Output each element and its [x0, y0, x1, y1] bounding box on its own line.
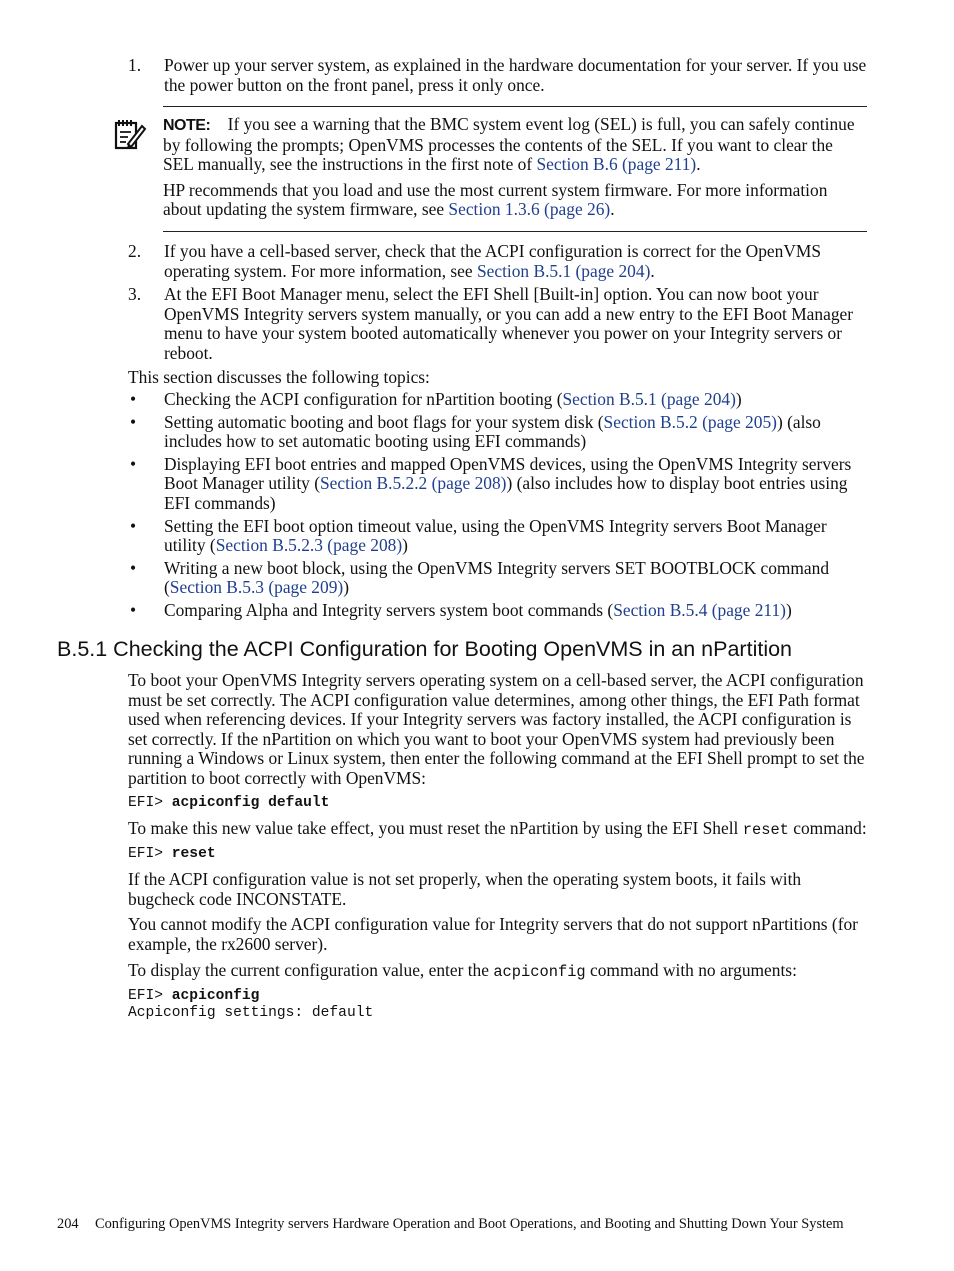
note-text: If you see a warning that the BMC system event log (SEL) is full, you can safely continue by following the prompts; OpenVMS processes the contents of the SEL. If you want to clear the SEL manually, see the instructions in the first note of — [163, 114, 855, 175]
procedure-step — [128, 285, 868, 363]
code-prompt: EFI> — [128, 846, 172, 863]
xref-link[interactable]: Section 1.3.6 (page 26) — [448, 199, 611, 220]
list-item — [128, 601, 868, 621]
paragraph-text: To display the current configuration value, enter the — [128, 959, 494, 980]
step-number: 2. — [128, 241, 142, 261]
page-number: 204 — [57, 1216, 79, 1232]
paragraph-text: To make this new value take effect, you must reset the nPartition by using the EFI Shell — [128, 817, 743, 838]
xref-link[interactable]: Section B.5.2 (page 205) — [603, 411, 777, 432]
bullet: • — [130, 453, 137, 474]
paragraph: To boot your OpenVMS Integrity servers operating system on a cell-based server, the ACPI configuration must be set correctly. The ACPI configuration value determines, among other things, the EFI Path format used when referencing devices. If your Integrity servers was factory installed, the ACPI configuration is set correctly. If the nPartition on which you want to boot your OpenVMS system had previously been running a Windows or Linux system, then enter the following command at the EFI Shell prompt to set the partition to boot correctly with OpenVMS: — [128, 670, 865, 788]
paragraph-text: command: — [788, 817, 867, 838]
note-box — [163, 106, 867, 232]
paragraph: You cannot modify the ACPI configuration value for Integrity servers that do not support nPartitions (for example, the rx2600 server). — [128, 914, 858, 954]
note-paragraph-2 — [163, 181, 867, 220]
procedure-steps-bottom — [128, 242, 868, 368]
note-text: . — [696, 154, 701, 175]
paragraph: If the ACPI configuration value is not set properly, when the operating system boots, it fails with bugcheck code INCONSTATE. — [128, 869, 802, 909]
section-heading: B.5.1 Checking the ACPI Configuration for Booting OpenVMS in an nPartition — [57, 637, 793, 661]
list-item-text: ) — [785, 599, 792, 620]
xref-link[interactable]: Section B.6 (page 211) — [536, 154, 697, 175]
list-item-text: ) — [402, 535, 408, 556]
inline-code: acpiconfig — [493, 962, 586, 981]
code-command: acpiconfig default — [171, 794, 330, 811]
paragraph — [128, 961, 870, 983]
procedure-step — [128, 242, 868, 281]
step-text: If you have a cell-based server, check that the ACPI configuration is correct for the OpenVMS operating system. For more information, see — [164, 241, 822, 281]
step-text: At the EFI Boot Manager menu, select the EFI Shell [Built-in] option. You can now boot your OpenVMS Integrity servers system manually, or you can add a new entry to the EFI Boot Manager menu to have your system booted automatically whenever you power on your Integrity servers or reboot. — [164, 284, 854, 363]
procedure-step — [128, 56, 868, 95]
list-item-text: Displaying EFI boot entries and mapped OpenVMS devices, using the OpenVMS Integrity servers Boot Manager utility ( — [164, 453, 852, 494]
xref-link[interactable]: Section B.5.1 (page 204) — [476, 260, 651, 281]
code-block — [128, 846, 870, 863]
xref-link[interactable]: Section B.5.4 (page 211) — [613, 599, 786, 620]
list-item — [128, 390, 868, 410]
procedure-steps-top — [128, 56, 868, 99]
bullet: • — [130, 411, 137, 432]
xref-link[interactable]: Section B.5.2.2 (page 208) — [320, 473, 507, 494]
note-paragraph-1 — [163, 115, 867, 175]
step-number: 1. — [128, 55, 142, 75]
list-item — [128, 413, 868, 452]
xref-link[interactable]: Section B.5.2.3 (page 208) — [215, 535, 403, 556]
step-text: . — [650, 260, 655, 281]
list-item-text: ) — [735, 389, 742, 409]
xref-link[interactable]: Section B.5.3 (page 209) — [169, 577, 344, 598]
list-item-text: Setting automatic booting and boot flags for your system disk ( — [164, 411, 604, 432]
running-footer-title: Configuring OpenVMS Integrity servers Hardware Operation and Boot Operations, and Booting and Shutting Down Your System — [95, 1216, 844, 1232]
step-number: 3. — [128, 284, 142, 305]
code-command: acpiconfig — [171, 988, 260, 1005]
code-line — [128, 988, 870, 1005]
list-item — [128, 517, 868, 556]
code-block — [128, 988, 870, 1022]
paragraph — [128, 819, 870, 841]
code-prompt: EFI> — [128, 794, 172, 811]
step-text: Power up your server system, as explained in the hardware documentation for your server. If you use the power button on the front panel, press it only once. — [164, 55, 867, 95]
note-pencil-icon — [112, 116, 148, 152]
paragraph-text: command with no arguments: — [585, 959, 797, 980]
note-text: HP recommends that you load and use the most current system firmware. For more information about updating the system firmware, see — [163, 179, 828, 220]
topics-intro: This section discusses the following topics: — [128, 367, 430, 387]
bullet: • — [130, 515, 137, 536]
list-item-text: ) (also includes how to set automatic booting using EFI commands) — [164, 411, 821, 452]
list-item-text: Writing a new boot block, using the OpenVMS Integrity servers SET BOOTBLOCK command ( — [164, 557, 830, 598]
code-command: reset — [171, 846, 216, 863]
bullet: • — [130, 557, 137, 578]
list-item — [128, 559, 868, 598]
note-text: . — [610, 199, 615, 220]
bullet: • — [130, 599, 137, 620]
code-output: Acpiconfig settings: default — [128, 1005, 374, 1022]
list-item-text: Setting the EFI boot option timeout value, using the OpenVMS Integrity servers Boot Manager utility ( — [164, 515, 827, 556]
note-label: NOTE: — [163, 117, 211, 134]
xref-link[interactable]: Section B.5.1 (page 204) — [562, 389, 736, 409]
bullet: • — [130, 389, 137, 409]
code-prompt: EFI> — [128, 988, 172, 1005]
list-item-text: ) (also includes how to display boot entries using EFI commands) — [164, 473, 848, 513]
list-item-text: Comparing Alpha and Integrity servers system boot commands ( — [164, 599, 614, 620]
list-item-text: Checking the ACPI configuration for nPartition booting ( — [164, 389, 563, 409]
list-item-text: ) — [343, 577, 349, 598]
inline-code: reset — [742, 820, 789, 839]
topics-list — [128, 390, 868, 624]
section-body — [128, 671, 870, 1022]
list-item — [128, 455, 868, 514]
code-block — [128, 795, 870, 812]
